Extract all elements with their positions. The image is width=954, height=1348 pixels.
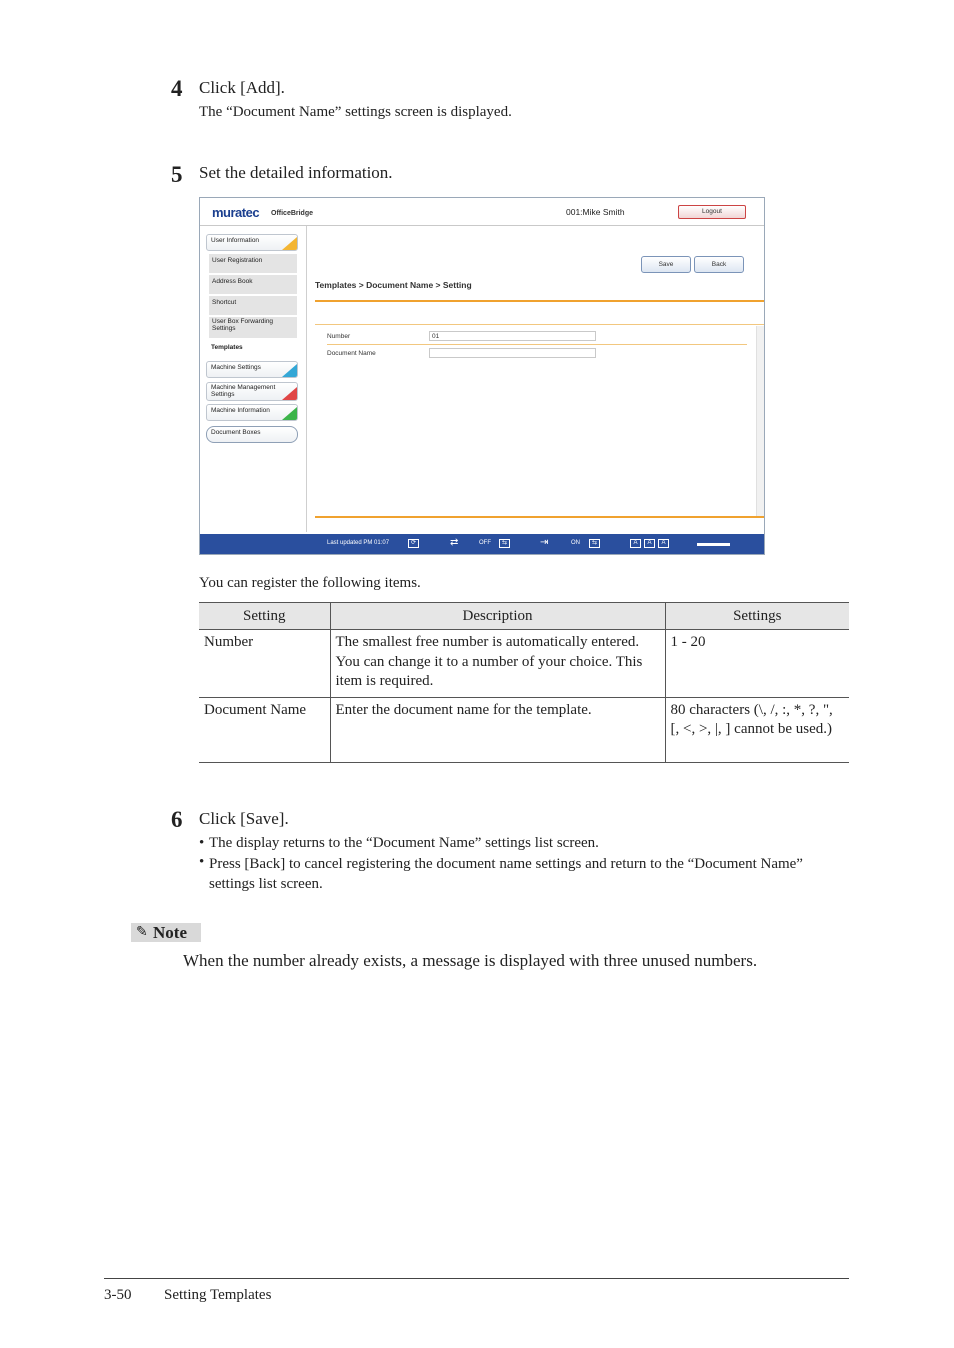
table-cell: Document Name — [199, 697, 330, 762]
brand-logo: muratec — [212, 205, 260, 220]
save-button[interactable]: Save — [641, 256, 691, 273]
table-header: Settings — [665, 603, 849, 630]
table-header: Setting — [199, 603, 330, 630]
bullet-item: Press [Back] to cancel registering the document name settings and return to the “Document Name” settings list screen. — [209, 856, 803, 892]
sidebar-item-label: Machine Settings — [211, 364, 261, 371]
sidebar-item-templates[interactable]: Templates — [211, 344, 243, 351]
table-cell: Enter the document name for the template. — [330, 697, 665, 762]
progress-bar — [697, 543, 730, 546]
user-transfer-icon: ⇄ — [450, 537, 459, 548]
bullet-item: The display returns to the “Document Name” settings list screen. — [209, 835, 599, 851]
sidebar-item-shortcut[interactable]: Shortcut — [209, 296, 297, 316]
step-title: Click [Save]. — [199, 809, 289, 828]
step-title: Click [Add]. — [199, 78, 285, 97]
number-input[interactable]: 01 — [429, 331, 596, 341]
sidebar-item-document-boxes[interactable] — [206, 426, 298, 443]
table-header: Description — [330, 603, 665, 630]
sidebar-item-machine-information[interactable] — [206, 404, 298, 421]
note-label: Note — [153, 923, 187, 942]
settings-table — [199, 602, 849, 763]
header-divider — [315, 300, 764, 302]
corner-tab-icon — [282, 237, 297, 250]
sidebar-item-address-book[interactable]: Address Book — [209, 275, 297, 295]
section-title: Setting Templates — [164, 1287, 272, 1303]
toggle-on-label: ON — [571, 540, 580, 546]
document-name-input[interactable] — [429, 348, 596, 358]
sidebar-item-label: Document Boxes — [211, 429, 261, 436]
table-row — [199, 630, 849, 698]
toggle-off-label: OFF — [479, 540, 491, 546]
font-large-button[interactable]: A — [658, 539, 669, 548]
sidebar-item-label: Machine Management Settings — [211, 384, 276, 398]
corner-tab-icon — [282, 387, 297, 400]
table-cell: The smallest free number is automatically entered. You can change it to a number of your choice. This item is required. — [330, 630, 665, 698]
table-cell: 80 characters (\, /, :, *, ?, ", [, <, >, |, ] cannot be used.) — [665, 697, 849, 762]
step-number: 6 — [171, 807, 183, 832]
font-small-button[interactable]: A — [630, 539, 641, 548]
table-row — [199, 697, 849, 762]
step-number: 4 — [171, 76, 183, 101]
sidebar-item-user-information[interactable] — [206, 234, 298, 251]
table-cell: Number — [199, 630, 330, 698]
footer-divider — [315, 516, 764, 518]
switch-icon[interactable]: ⇆ — [589, 539, 600, 548]
bullet-marker: • — [199, 854, 205, 870]
row-divider — [327, 344, 747, 345]
table-header-row — [199, 603, 849, 630]
forward-icon: ⇥ — [540, 537, 549, 548]
bullet-marker: • — [199, 835, 205, 851]
scrollbar[interactable] — [756, 326, 764, 516]
intro-text: You can register the following items. — [199, 575, 421, 591]
user-name: 001:Mike Smith — [566, 207, 625, 217]
last-updated: Last updated PM 01:07 — [327, 540, 390, 546]
table-cell: 1 - 20 — [665, 630, 849, 698]
step-title: Set the detailed information. — [199, 163, 393, 182]
breadcrumb: Templates > Document Name > Setting — [315, 280, 472, 290]
sidebar-item-machine-management[interactable] — [206, 382, 298, 401]
note-badge — [131, 923, 201, 942]
form-divider — [315, 324, 764, 325]
sidebar-item-machine-settings[interactable] — [206, 361, 298, 378]
app-header — [200, 198, 764, 226]
corner-tab-icon — [282, 364, 297, 377]
refresh-icon[interactable]: ⟳ — [408, 539, 419, 548]
number-label: Number — [327, 333, 351, 340]
step-number: 5 — [171, 162, 183, 187]
screenshot-document-name-setting — [199, 197, 765, 555]
font-medium-button[interactable]: A — [644, 539, 655, 548]
switch-icon[interactable]: ⇆ — [499, 539, 510, 548]
logout-button[interactable]: Logout — [678, 205, 746, 219]
corner-tab-icon — [282, 407, 297, 420]
back-button[interactable]: Back — [694, 256, 744, 273]
status-bar — [200, 534, 764, 554]
page-number: 3-50 — [104, 1287, 132, 1303]
sidebar-item-user-box-forwarding[interactable]: User Box Forwarding Settings — [209, 317, 297, 339]
step-description: The “Document Name” settings screen is displayed. — [199, 104, 512, 120]
sidebar-item-label: Machine Information — [211, 407, 270, 414]
pencil-icon: ✎ — [136, 925, 148, 940]
footer-divider — [104, 1278, 849, 1279]
note-text: When the number already exists, a message is displayed with three unused numbers. — [183, 951, 758, 970]
sidebar-item-label: User Information — [211, 237, 260, 244]
sidebar — [200, 226, 307, 532]
sidebar-item-user-registration[interactable]: User Registration — [209, 254, 297, 274]
brand-subtitle: OfficeBridge — [271, 210, 314, 217]
document-name-label: Document Name — [327, 350, 376, 357]
